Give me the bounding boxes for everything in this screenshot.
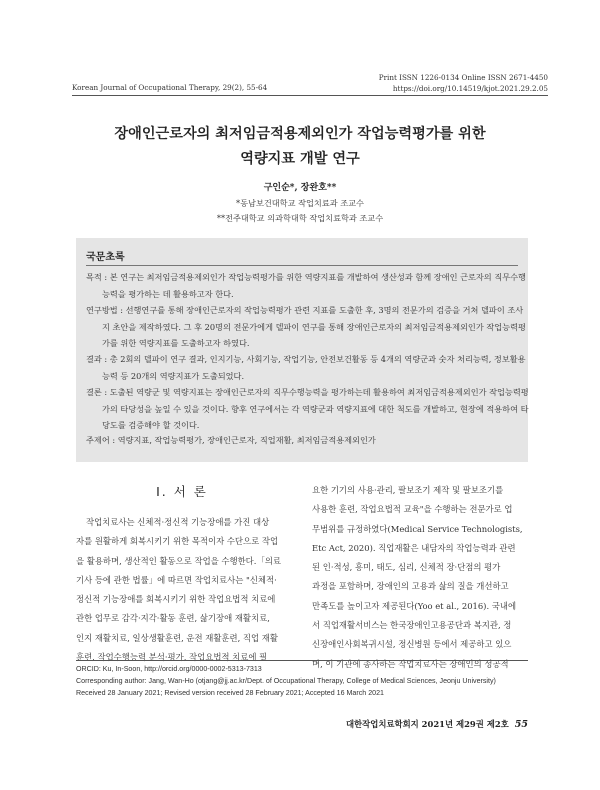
abstract-rule	[86, 265, 518, 266]
header-rule	[72, 95, 548, 96]
body-line: 기사 등에 관한 법률」에 따르면 작업치료사는 "신체적·	[76, 574, 277, 585]
footer-journal: 대한작업치료학회지 2021년 제29권 제2호	[345, 719, 509, 729]
affiliation-1: *동남보건대학교 작업치료과 조교수	[236, 198, 364, 208]
body-line: 사용한 훈련, 작업요법적 교육"을 수행하는 전문가로 업	[312, 504, 513, 515]
body-line: 작업치료사는 신체적·정신적 기능장애를 가진 대상	[86, 517, 270, 527]
section-heading-introduction: Ⅰ. 서 론	[156, 484, 208, 499]
body-line: 관한 업무로 감각·지각·활동 훈련, 삶기장애 재활치료,	[76, 613, 270, 624]
abstract-methods: 연구방법 : 선행연구를 통해 장애인근로자의 작업능력평가 관련 지표를 도출한 후, 3명의 전문가의 검증을 거쳐 델파이 조사지 초안을 제작하였다. 그 후 20명의 전문가에게 델파이 연구를 통해 장애인근로자의 최저임금적용제외인가 작업능력평가를 위한 역량지표를 도출하고자 하였다.	[86, 305, 526, 348]
body-line: 을 활용하며, 생산적인 활동으로 작업을 수행한다.「의료	[76, 555, 281, 566]
page-number: 55	[514, 719, 528, 730]
footnote-corresponding: Corresponding author: Jang, Wan-Ho (otjang@jj.ac.kr/Dept. of Occupational Therapy, College of Medical Sciences, Jeonju University)	[76, 677, 496, 685]
title-line-2: 역량지표 개발 연구	[240, 151, 360, 167]
abstract-conclusion: 결론 : 도출된 역량군 및 역량지표는 장애인근로자의 직무수행능력을 평가하는데 활용하여 최저임금적용제외인가 작업능력평가의 타당성을 높일 수 있을 것이다. 향후 연구에서는 각 역량군과 역량지표에 대한 척도를 개발하고, 현장에 적용하여 타당도를 검증해야 할 것이다.	[86, 387, 529, 430]
footnote-rule	[76, 660, 528, 661]
affiliation-2: **전주대학교 의과학대학 작업치료학과 조교수	[216, 213, 384, 223]
footnote-orcid: ORCID: Ku, In-Soon, http://orcid.org/0000-0002-5313-7313	[76, 665, 262, 673]
body-line: 신장애인사회복귀시설, 정신병원 등에서 제공하고 있으	[312, 639, 512, 650]
abstract-keywords: 주제어 : 역량지표, 작업능력평가, 장애인근로자, 직업재활, 최저임금적용제외인가	[86, 435, 376, 445]
right-column	[312, 481, 530, 674]
abstract-purpose: 목적 : 본 연구는 최저임금적용제외인가 작업능력평가를 위한 역량지표를 개발하여 생산성과 함께 장애인 근로자의 직무수행능력을 평가하는 데 활용하고자 한다.	[86, 272, 526, 299]
body-line: 훈련, 작업수행능력 분석·평가, 작업요법적 치료에 필	[76, 652, 268, 663]
title-line-1: 장애인근로자의 최저임금적용제외인가 작업능력평가를 위한	[114, 126, 486, 142]
abstract-heading: 국문초록	[86, 252, 125, 263]
body-line: 자를 원활하게 회복시키기 위한 목적이자 수단으로 작업	[76, 536, 279, 547]
body-line: 만족도를 높이고자 제공된다(Yoo et al., 2016). 국내에	[312, 600, 517, 611]
journal-citation: Korean Journal of Occupational Therapy, 29(2), 55-64	[72, 83, 268, 92]
doi-line[interactable]: https://doi.org/10.14519/kjot.2021.29.2.05	[392, 84, 548, 93]
body-line: 인지 재활치료, 일상생활훈련, 운전 재활훈련, 직업 재활	[76, 632, 278, 643]
body-line: 정신적 기능장애를 회복시키기 위한 작업요법적 치료에	[76, 594, 276, 605]
left-column	[76, 513, 292, 667]
body-line: 요한 기기의 사용·관리, 팔보조기 제작 및 팔보조기를	[312, 485, 504, 495]
authors: 구인순*, 장완호**	[263, 183, 337, 193]
body-line: 서 직업재활서비스는 한국장애인고용공단과 복지관, 정	[312, 620, 512, 631]
body-line: Etc Act, 2020). 직업재활은 내담자의 작업능력과 관련	[312, 542, 516, 553]
body-line: 며, 이 기관에 종사하는 작업치료사는 장애인의 성공적	[312, 658, 509, 669]
issn-doi-block	[379, 72, 548, 94]
page-footer	[346, 718, 528, 730]
issn-line: Print ISSN 1226-0134 Online ISSN 2671-4450	[378, 73, 548, 82]
body-line: 된 인·적성, 흥미, 태도, 심리, 신체적 장·단점의 평가	[312, 562, 501, 573]
footnote-dates: Received 28 January 2021; Revised version received 28 February 2021; Accepted 16 March 2021	[76, 689, 384, 697]
body-line: 과정을 포함하며, 장애인의 고용과 삶의 질을 개선하고	[312, 581, 509, 592]
abstract-results: 결과 : 총 2회의 델파이 연구 결과, 인지기능, 사회기능, 작업기능, 안전보건활동 등 4개의 역량군과 숫자 처리능력, 정보활용능력 등 20개의 역량지표가 도출되었다.	[86, 354, 526, 381]
abstract-box	[76, 238, 528, 462]
body-line: 무범위를 규정하였다(Medical Service Technologists,	[312, 523, 523, 534]
